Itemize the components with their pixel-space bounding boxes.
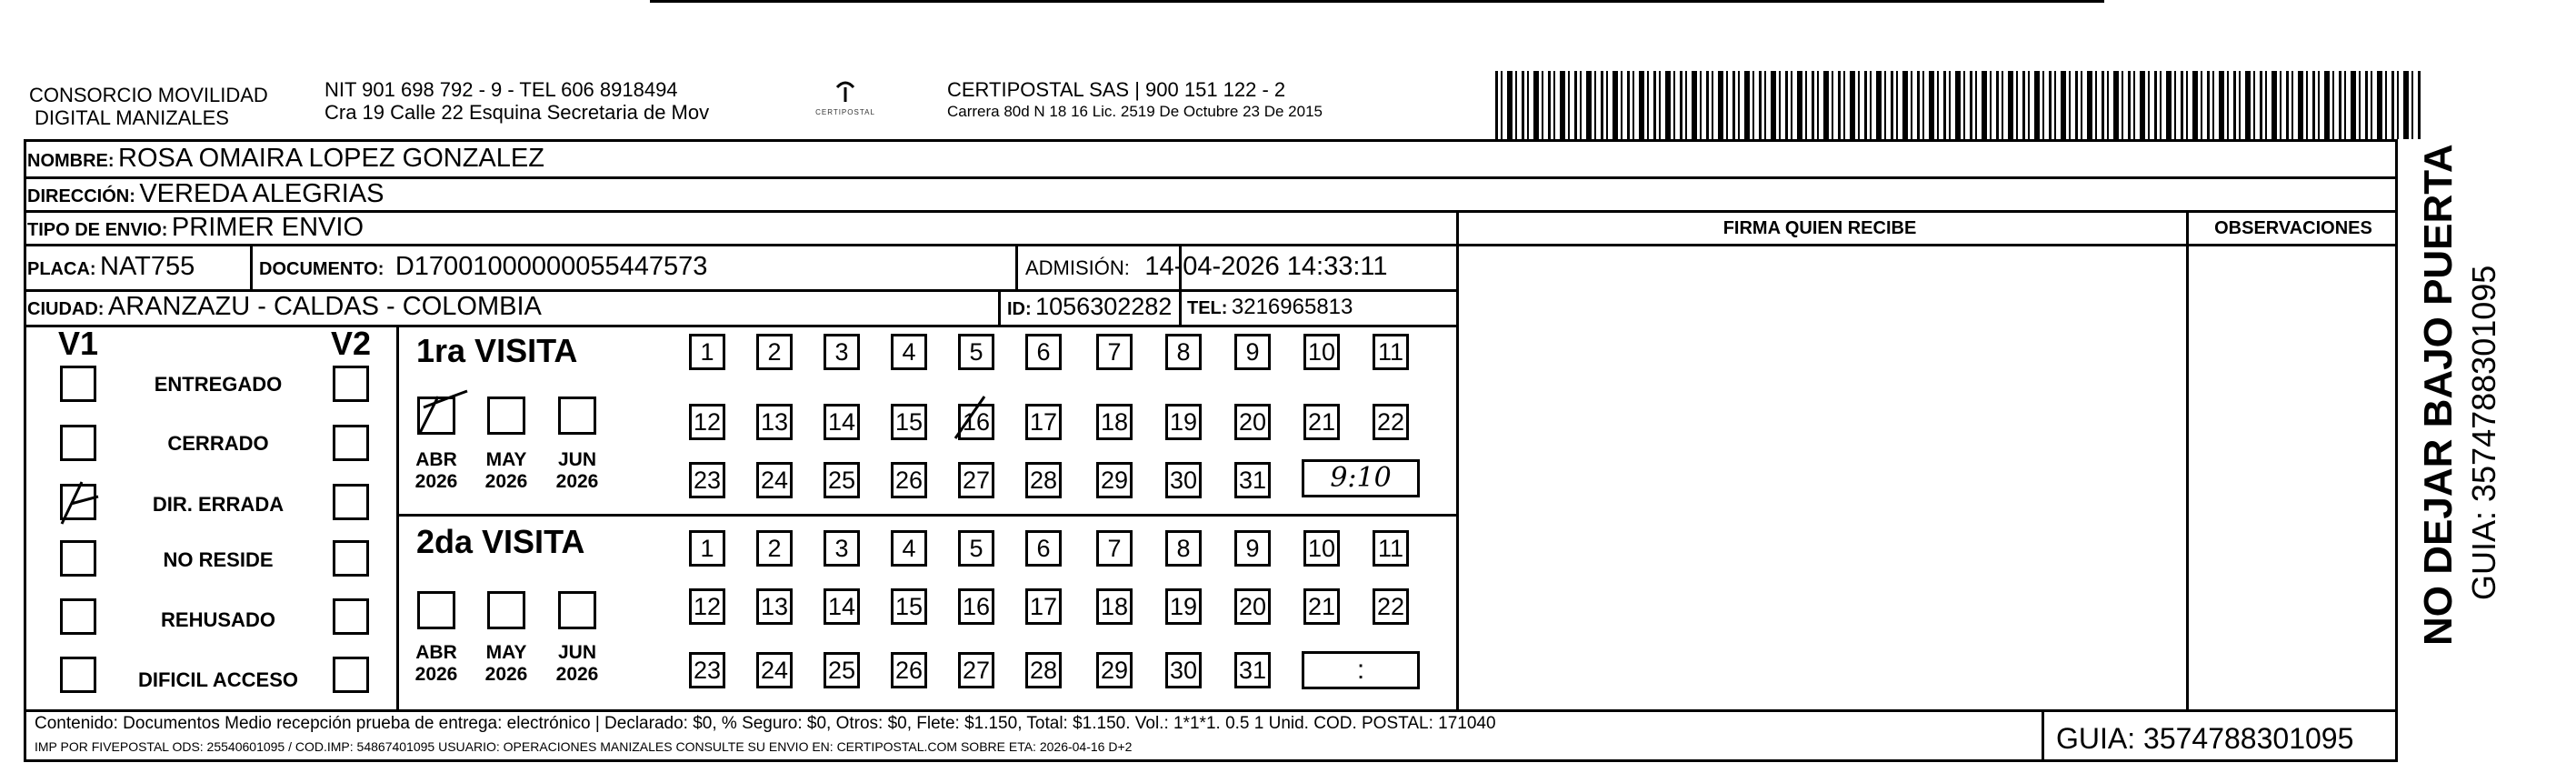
second-visit-day-21[interactable]: 21: [1303, 588, 1340, 625]
first-visit-month-jun[interactable]: [558, 397, 596, 435]
second-visit-day-19[interactable]: 19: [1165, 588, 1202, 625]
second-visit-day-28[interactable]: 28: [1025, 652, 1062, 688]
logo-icon: [834, 80, 856, 104]
imp-text: IMP POR FIVEPOSTAL ODS: 25540601095 / COD.IMP: 54867401095 USUARIO: OPERACIONES MANIZALES CONSULTE SU ENVIO EN: CERTIPOSTAL.COM SOBRE ETA: 2026-04-16 D+2: [35, 739, 1133, 754]
second-month-label-may: MAY 2026: [484, 642, 528, 685]
first-visit-day-28[interactable]: 28: [1025, 462, 1062, 498]
documento-value: D17001000000055447573: [394, 252, 708, 281]
first-visit-day-22[interactable]: 22: [1373, 404, 1409, 440]
firma-header: FIRMA QUIEN RECIBE: [1722, 218, 1917, 238]
second-visit-day-30[interactable]: 30: [1165, 652, 1202, 688]
option-no-reside: NO RESIDE: [163, 548, 274, 571]
v1-checkbox-cerrado[interactable]: [60, 425, 96, 461]
first-visit-day-21[interactable]: 21: [1303, 404, 1340, 440]
company-name: CONSORCIO MOVILIDAD DIGITAL MANIZALES: [29, 84, 268, 129]
second-visit-day-5[interactable]: 5: [958, 530, 994, 567]
option-dificil-acceso: DIFICIL ACCESO: [137, 668, 298, 691]
first-visit-day-4[interactable]: 4: [891, 334, 927, 370]
first-visit-day-8[interactable]: 8: [1165, 334, 1202, 370]
contenido-text: Contenido: Documentos Medio recepción prueba de entrega: electrónico | Declarado: $0, % Seguro: $0, Otros: $0, Flete: $1.150, Total: $1.150. Vol.: 1*1*1. 0.5 1 Unid. COD. POSTAL: 171040: [35, 714, 1496, 733]
admision-field: ADMISIÓN: 14-04-2026 14:33:11: [1025, 252, 1388, 281]
second-visit-time[interactable]: :: [1302, 651, 1420, 689]
barcode: [1495, 71, 2422, 139]
second-visit-day-25[interactable]: 25: [824, 652, 860, 688]
id-value: 1056302282: [1035, 293, 1173, 320]
option-cerrado: CERRADO: [167, 432, 269, 455]
placa-value: NAT755: [100, 252, 195, 281]
first-visit-day-23[interactable]: 23: [689, 462, 725, 498]
first-visit-day-2[interactable]: 2: [756, 334, 793, 370]
first-visit-day-10[interactable]: 10: [1303, 334, 1340, 370]
second-visit-day-7[interactable]: 7: [1096, 530, 1133, 567]
nombre-row: NOMBRE: ROSA OMAIRA LOPEZ GONZALEZ: [27, 144, 544, 173]
second-visit-day-24[interactable]: 24: [756, 652, 793, 688]
v1-checkbox-dificil-acceso[interactable]: [60, 657, 96, 693]
v2-checkbox-no-reside[interactable]: [333, 540, 369, 577]
second-visit-day-4[interactable]: 4: [891, 530, 927, 567]
first-visit-month-may[interactable]: [487, 397, 525, 435]
certipostal-logo: CERTIPOSTAL: [814, 80, 877, 116]
v1-checkbox-no-reside[interactable]: [60, 540, 96, 577]
first-visit-day-5[interactable]: 5: [958, 334, 994, 370]
second-visit-day-9[interactable]: 9: [1234, 530, 1271, 567]
v1-checkbox-entregado[interactable]: [60, 366, 96, 402]
second-visit-day-11[interactable]: 11: [1373, 530, 1409, 567]
first-visit-day-3[interactable]: 3: [824, 334, 860, 370]
first-visit-title: 1ra VISITA: [416, 332, 578, 369]
tel-field: TEL: 3216965813: [1187, 295, 1353, 319]
direccion-value: VEREDA ALEGRIAS: [139, 179, 384, 208]
second-visit-day-26[interactable]: 26: [891, 652, 927, 688]
v2-checkbox-entregado[interactable]: [333, 366, 369, 402]
first-visit-day-12[interactable]: 12: [689, 404, 725, 440]
second-visit-month-abr[interactable]: [417, 591, 455, 629]
first-visit-day-30[interactable]: 30: [1165, 462, 1202, 498]
first-visit-day-16[interactable]: 16: [958, 404, 994, 440]
tipo-envio-value: PRIMER ENVIO: [171, 213, 364, 242]
second-visit-day-23[interactable]: 23: [689, 652, 725, 688]
first-visit-time[interactable]: 9:10: [1302, 459, 1420, 497]
v1-header: V1: [58, 325, 99, 362]
second-visit-day-22[interactable]: 22: [1373, 588, 1409, 625]
v2-checkbox-dir-errada[interactable]: [333, 484, 369, 520]
v2-checkbox-cerrado[interactable]: [333, 425, 369, 461]
documento-field: DOCUMENTO: D17001000000055447573: [259, 252, 708, 281]
handwritten-check-mark: [55, 477, 109, 529]
second-visit-day-8[interactable]: 8: [1165, 530, 1202, 567]
v2-header: V2: [331, 325, 372, 362]
second-visit-month-jun[interactable]: [558, 591, 596, 629]
id-field: ID: 1056302282: [1007, 293, 1173, 320]
ciudad-value: ARANZAZU - CALDAS - COLOMBIA: [107, 292, 542, 321]
direccion-row: DIRECCIÓN: VEREDA ALEGRIAS: [27, 179, 384, 208]
first-visit-day-14[interactable]: 14: [824, 404, 860, 440]
v2-checkbox-rehusado[interactable]: [333, 598, 369, 635]
second-visit-day-10[interactable]: 10: [1303, 530, 1340, 567]
second-visit-title: 2da VISITA: [416, 523, 585, 560]
first-month-label-abr: ABR 2026: [414, 449, 458, 492]
admision-value: 14-04-2026 14:33:11: [1144, 252, 1388, 281]
ciudad-row: CIUDAD: ARANZAZU - CALDAS - COLOMBIA: [27, 292, 542, 321]
v2-checkbox-dificil-acceso[interactable]: [333, 657, 369, 693]
first-visit-day-19[interactable]: 19: [1165, 404, 1202, 440]
second-visit-day-17[interactable]: 17: [1025, 588, 1062, 625]
tipo-envio-row: TIPO DE ENVIO: PRIMER ENVIO: [27, 213, 364, 242]
nombre-value: ROSA OMAIRA LOPEZ GONZALEZ: [118, 144, 544, 173]
second-visit-day-15[interactable]: 15: [891, 588, 927, 625]
first-month-label-may: MAY 2026: [484, 449, 528, 492]
first-visit-day-13[interactable]: 13: [756, 404, 793, 440]
certipostal-info: CERTIPOSTAL SAS | 900 151 122 - 2 Carrera 80d N 18 16 Lic. 2519 De Octubre 23 De 2015: [947, 78, 1323, 120]
option-dir-errada: DIR. ERRADA: [152, 493, 285, 516]
first-visit-day-15[interactable]: 15: [891, 404, 927, 440]
first-visit-day-24[interactable]: 24: [756, 462, 793, 498]
no-dejar-bajo-puerta: NO DEJAR BAJO PUERTA: [2416, 144, 2461, 646]
second-visit-day-6[interactable]: 6: [1025, 530, 1062, 567]
first-month-label-jun: JUN 2026: [555, 449, 599, 492]
first-visit-day-29[interactable]: 29: [1096, 462, 1133, 498]
second-visit-day-16[interactable]: 16: [958, 588, 994, 625]
placa-row: PLACA: NAT755: [27, 252, 195, 281]
first-visit-day-9[interactable]: 9: [1234, 334, 1271, 370]
first-visit-day-25[interactable]: 25: [824, 462, 860, 498]
second-month-label-jun: JUN 2026: [555, 642, 599, 685]
second-visit-day-18[interactable]: 18: [1096, 588, 1133, 625]
footer-guia: GUIA: 3574788301095: [2056, 722, 2354, 755]
second-month-label-abr: ABR 2026: [414, 642, 458, 685]
second-visit-day-27[interactable]: 27: [958, 652, 994, 688]
handwritten-month-mark: [411, 386, 474, 440]
observaciones-header: OBSERVACIONES: [2214, 218, 2372, 238]
second-visit-day-2[interactable]: 2: [756, 530, 793, 567]
first-visit-day-11[interactable]: 11: [1373, 334, 1409, 370]
second-visit-day-12[interactable]: 12: [689, 588, 725, 625]
second-visit-day-14[interactable]: 14: [824, 588, 860, 625]
first-visit-day-17[interactable]: 17: [1025, 404, 1062, 440]
option-rehusado: REHUSADO: [161, 608, 275, 631]
first-visit-day-18[interactable]: 18: [1096, 404, 1133, 440]
first-visit-day-27[interactable]: 27: [958, 462, 994, 498]
option-entregado: ENTREGADO: [154, 373, 283, 396]
top-cut-line: [650, 0, 2104, 3]
second-visit-day-1[interactable]: 1: [689, 530, 725, 567]
first-visit-day-7[interactable]: 7: [1096, 334, 1133, 370]
second-visit-day-31[interactable]: 31: [1234, 652, 1271, 688]
handwritten-day-mark: [950, 393, 992, 442]
first-visit-day-6[interactable]: 6: [1025, 334, 1062, 370]
second-visit-day-3[interactable]: 3: [824, 530, 860, 567]
first-visit-day-1[interactable]: 1: [689, 334, 725, 370]
second-visit-day-29[interactable]: 29: [1096, 652, 1133, 688]
second-visit-month-may[interactable]: [487, 591, 525, 629]
side-guia: GUIA: 3574788301095: [2465, 265, 2502, 600]
tel-value: 3216965813: [1231, 295, 1353, 319]
first-visit-day-31[interactable]: 31: [1234, 462, 1271, 498]
first-visit-day-26[interactable]: 26: [891, 462, 927, 498]
company-nit: NIT 901 698 792 - 9 - TEL 606 8918494 Cra 19 Calle 22 Esquina Secretaria de Mov: [324, 78, 710, 124]
second-visit-day-13[interactable]: 13: [756, 588, 793, 625]
v1-checkbox-rehusado[interactable]: [60, 598, 96, 635]
second-visit-day-20[interactable]: 20: [1234, 588, 1271, 625]
first-visit-day-20[interactable]: 20: [1234, 404, 1271, 440]
